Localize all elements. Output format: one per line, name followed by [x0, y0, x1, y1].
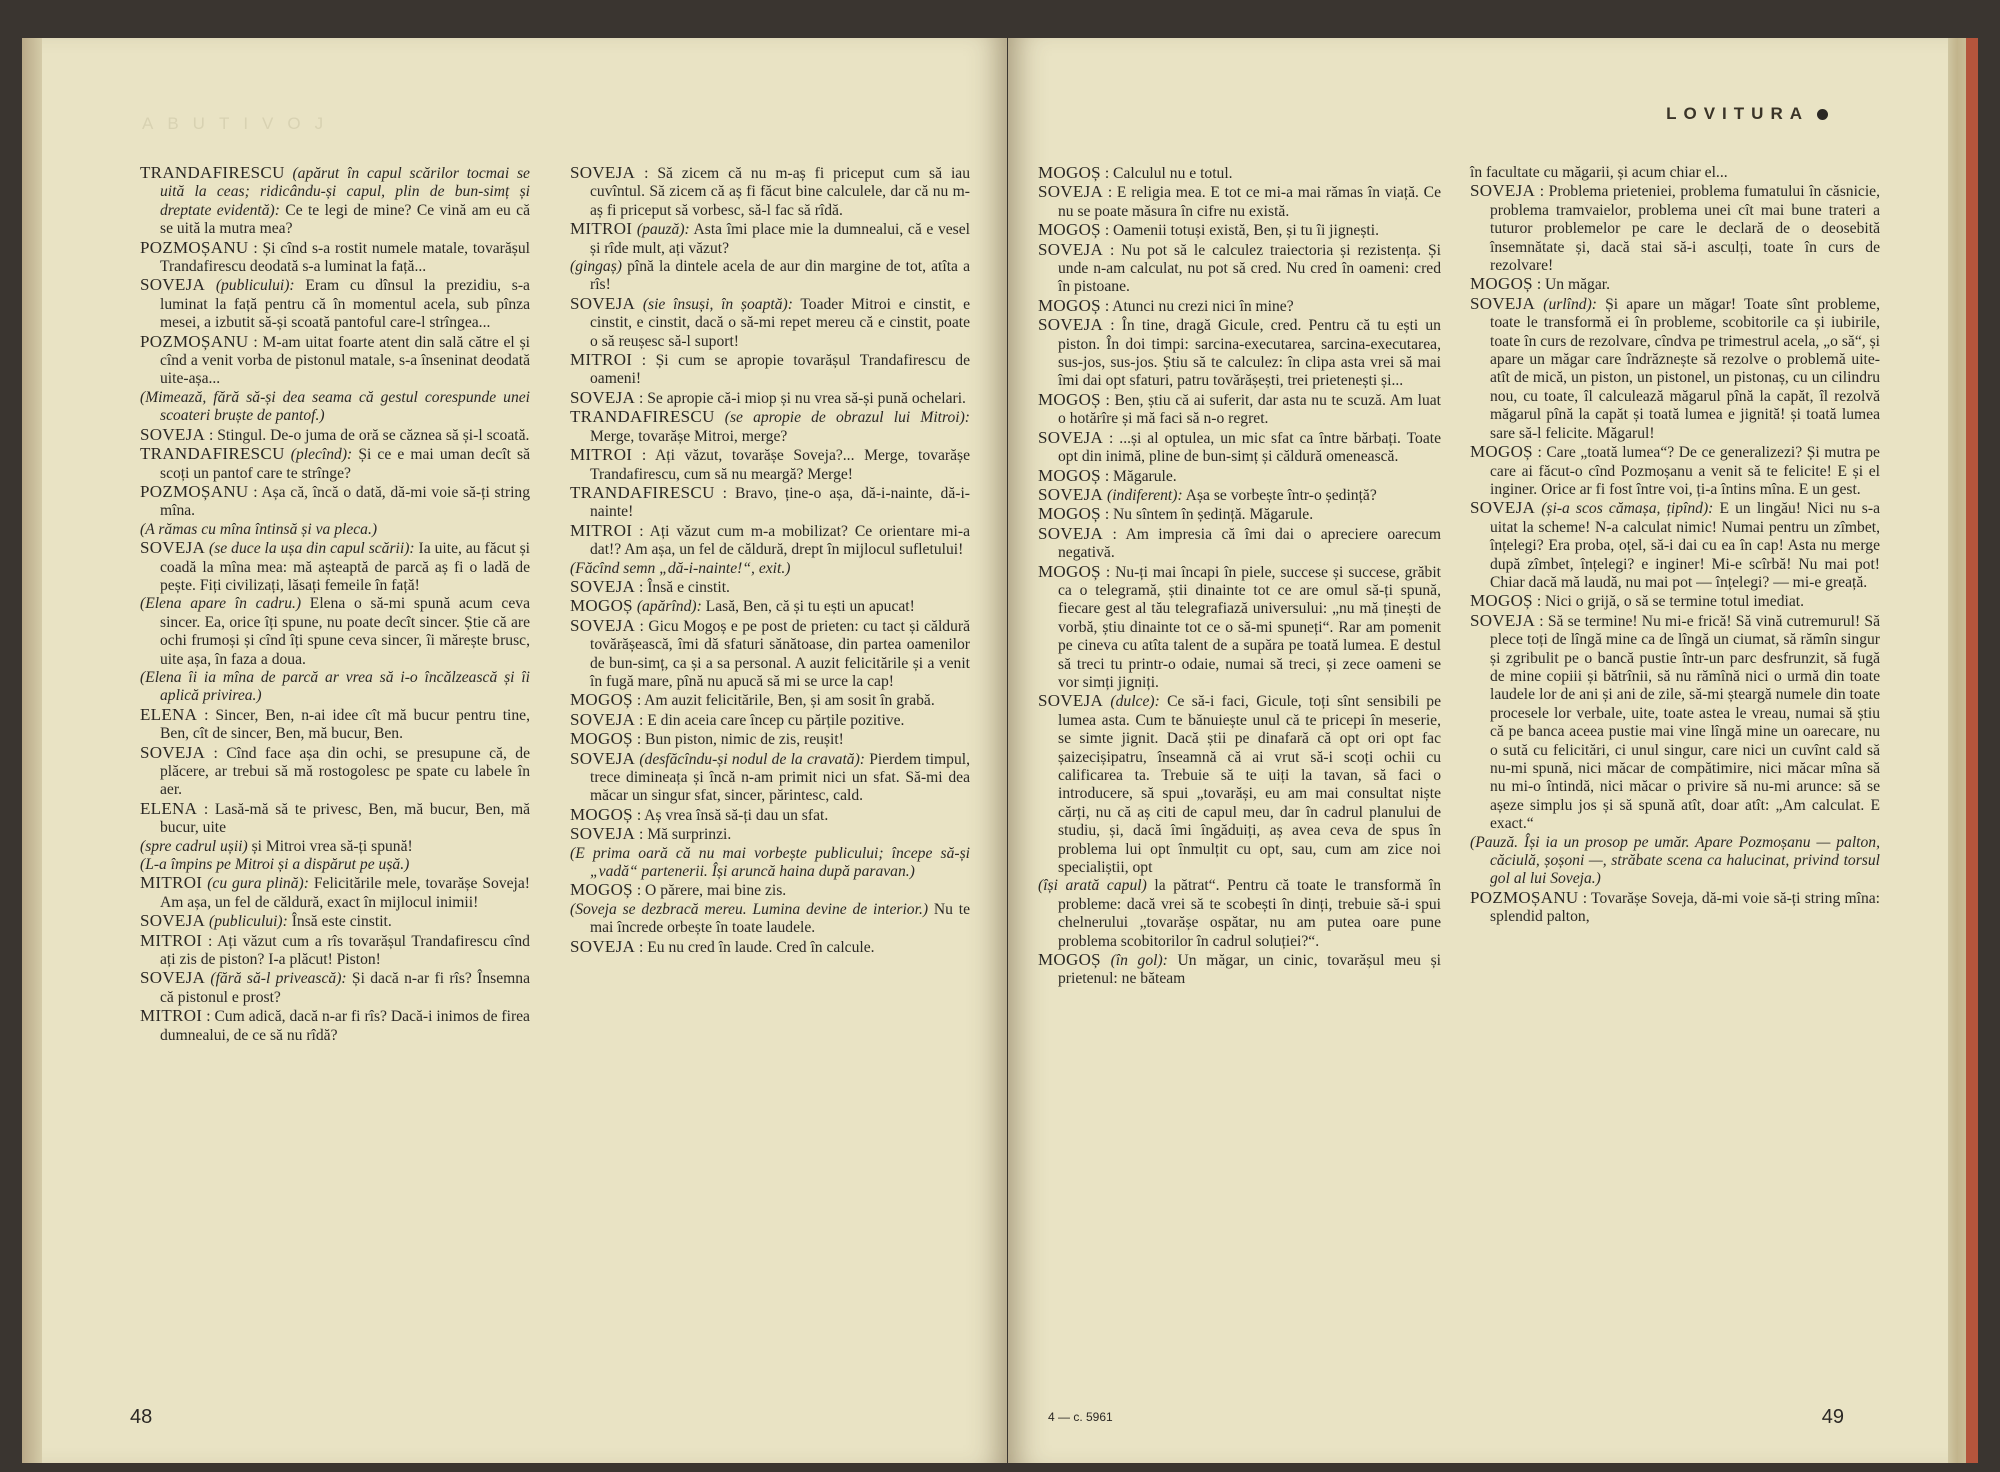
line-text: : Ați văzut, tovarășe Soveja?... Merge, tovarășe Trandafirescu, cum să nu meargă? Merge! — [590, 447, 971, 483]
speaker-name: SOVEJA — [140, 742, 206, 762]
dialogue-line — [140, 276, 530, 332]
dialogue-line — [570, 881, 970, 900]
speaker-name: MOGOȘ — [570, 729, 633, 749]
line-text: : Bravo, ține-o așa, dă-i-nainte, dă-i-nainte! — [590, 484, 970, 521]
dialogue-line — [1038, 164, 1441, 183]
speaker-name: SOVEJA — [570, 163, 636, 182]
line-text: Și ce e mai uman decît să scoți un pantof care te strînge? — [160, 446, 530, 482]
dialogue-line — [1470, 889, 1880, 927]
line-text: : Problema prieteniei, problema fumatului în căsnicie, problema tramvaielor, problema unei cît mai bune trateri a tuturor problemelor pe care le declară de o deosebită însemnătate și, dacă stai să-i asculți, toate în curs de rezolvare! — [1490, 183, 1880, 275]
speaker-name: POZMOȘANU — [1470, 887, 1579, 907]
line-text: : Nici o grijă, o să se termine totul imediat. — [1536, 593, 1805, 611]
dialogue-line — [140, 744, 530, 800]
speaker-name: MOGOȘ — [570, 804, 633, 824]
dialogue-line — [140, 912, 530, 931]
line-text: : Aș vrea însă să-ți dau un sfat. — [636, 806, 829, 824]
speaker-name: MOGOȘ — [570, 596, 633, 616]
line-text: : Și cînd s-a rostit numele matale, tovarășul Trandafirescu deodată s-a luminat la față... — [160, 239, 530, 276]
speaker-name: SOVEJA — [1470, 293, 1536, 313]
right-column-2 — [1470, 164, 1880, 927]
speaker-name: SOVEJA — [570, 387, 636, 407]
line-text: : Gicu Mogoș e pe post de prieten: cu tact și căldură tovărășească, îmi dă sfaturi sănătoase, din partea oamenilor de bun-simț, ca și a sa personal. A auzit felicitările și a venit în fugă mare, pînă nu apucă să mi se urce la cap! — [590, 617, 970, 690]
dialogue-line — [1470, 592, 1880, 611]
dialogue-line — [570, 825, 970, 844]
speaker-name: MOGOȘ — [1038, 950, 1101, 970]
line-text: : Am auzit felicitările, Ben, și am sosit în grabă. — [636, 692, 935, 710]
speaker-name: SOVEJA — [1038, 523, 1104, 543]
dialogue-line — [1038, 563, 1441, 693]
line-text: : Un măgar. — [1536, 276, 1610, 294]
dialogue-line — [140, 595, 530, 669]
line-text: Felicitările mele, tovarășe Soveja! Am așa, un fel de căldură, exact în mijlocul inimii! — [160, 875, 531, 911]
dialogue-line — [1470, 275, 1880, 294]
line-text: Ce te legi de mine? Ce vină am eu că se uită la mutra mea? — [160, 201, 530, 238]
dialogue-line — [570, 578, 970, 597]
line-text: : Cum adică, dacă n-ar fi rîs? Dacă-i inimos de firea dumnealui, de ce să nu rîdă? — [160, 1008, 530, 1044]
dialogue-line — [570, 351, 970, 389]
line-text: : Stingul. De-o juma de oră se căznea să și-l scoată. — [209, 426, 530, 444]
dialogue-line — [570, 901, 970, 938]
speaker-name: SOVEJA — [1470, 610, 1536, 630]
speaker-name: TRANDAFIRESCU — [570, 482, 715, 502]
stage-direction: (Făcînd semn „dă-i-nainte!“, exit.) — [570, 559, 791, 577]
speaker-name: SOVEJA — [140, 275, 206, 295]
line-text: Asta îmi place mie la dumnealui, că e vesel și rîde mult, ați văzut? — [590, 221, 970, 257]
book-edge-left — [22, 38, 42, 1463]
speaker-name: SOVEJA — [570, 748, 636, 768]
dialogue-line — [1038, 297, 1441, 316]
dialogue-line — [140, 521, 530, 539]
line-text: și Mitroi vrea să-ți spună! — [247, 837, 413, 855]
line-text: : O părere, mai bine zis. — [636, 882, 787, 900]
bleed-through-header: ABUTIVOJ — [142, 114, 338, 133]
speaker-name: MOGOȘ — [1470, 591, 1533, 611]
speaker-name: MOGOȘ — [570, 690, 633, 710]
dialogue-line — [570, 484, 970, 522]
line-text: Merge, tovarășe Mitroi, merge? — [590, 427, 788, 445]
line-text: : Se apropie că-i miop și nu vrea să-și pună ochelari. — [639, 389, 966, 407]
line-text: : Cînd face așa din ochi, se presupune că, de plăcere, ar trebui să mă rostogolesc pe spate cu labele în aer. — [160, 744, 530, 799]
line-text: : Nu-ți mai încapi în piele, succese și succese, grăbit ca o telegramă, știi dinainte tot ce are omul să-ți spună, fiecare gest al tău telegrafiază universului: „nu mă ținești de vorbă, știu dinainte tot ce o să-mi spuneți“. Rar am pomenit pe cineva cu atîta talent de a supăra pe toată lumea. E destul să treci tu printr-o odaie, numai să treci, și zece oameni se vor simți jigniți. — [1058, 563, 1442, 691]
dialogue-line — [1038, 429, 1441, 467]
dialogue-line — [570, 806, 970, 825]
dialogue-line — [1038, 951, 1441, 989]
line-text: Elena o să-mi spună acum ceva sincer. Ea, orice îți spune, nu poate decît sincer. Știe că are ochi frumoși și cînd îți spune ceva sincer, îi mărește brusc, uite așa, în faza a doua. — [160, 595, 530, 668]
dialogue-line — [570, 164, 970, 220]
stage-direction: (dulce): — [1110, 693, 1160, 711]
dialogue-line — [570, 750, 970, 806]
speaker-name: SOVEJA — [570, 936, 636, 956]
dialogue-line — [1038, 183, 1441, 221]
dialogue-line — [570, 711, 970, 730]
stage-direction: (își arată capul) — [1038, 877, 1147, 895]
line-text: : Să se termine! Nu mi-e frică! Să vină cutremurul! Să plece toți de lîngă mine ca de lîngă un ciumat, să rămîn singur și zgribulit pe o bancă pustie într-un parc desfrunzit, să fugă de mine copiii și bătrînii, să nu rămînă nici o urmă din toate laudele lor de ani și ani de zile, să-mi șteargă numele din toate procesele lor verbale, uite, toate astea le vreau, numai să știu că pe banca aceea pustie mai vine lîngă mine un oarecare, nu o sută cu felicitări, ci unul singur, care nici un cuvînt cald să nu-mi spună, nici măcar de compătimire, nici măcar mîna să nu mi-o întindă, nici măcar o privire să nu-mi arunce: să se așeze simplu jos și să spună atît, doar atît: „Am calculat. E exact.“ — [1490, 612, 1880, 833]
dialogue-line — [140, 800, 530, 838]
speaker-name: SOVEJA — [570, 576, 636, 596]
stage-direction: (L-a împins pe Mitroi și a dispărut pe ușă.) — [140, 856, 410, 874]
speaker-name: MOGOȘ — [1470, 442, 1533, 462]
stage-direction: (plecînd): — [290, 446, 353, 464]
line-text: Pierdem timpul, trece dimineața și încă n-am primit nici un sfat. Să-mi dea măcar un singur sfat, sincer, părintesc, cald. — [590, 750, 971, 805]
speaker-name: MOGOȘ — [1038, 561, 1101, 581]
line-text: : Bun piston, nimic de zis, reușit! — [636, 731, 844, 749]
speaker-name: TRANDAFIRESCU — [140, 163, 285, 182]
dialogue-line — [570, 938, 970, 957]
speaker-name: MITROI — [570, 219, 633, 239]
line-text: la pătrat“. Pentru că toate le transformă în probleme: dacă vrei să te scobești în dinți, trebuie să-i spui chelnerului „tovarășe ospătar, nu am putea oare pune problema scobitorilor în cadrul soluției?“. — [1058, 877, 1442, 950]
line-text: : Eu nu cred în laude. Cred în calcule. — [639, 938, 875, 956]
line-text: : Sincer, Ben, n-ai idee cît mă bucur pentru tine, Ben, cît de sincer, Ben, mă bucur, Ben. — [160, 706, 530, 743]
speaker-name: SOVEJA — [570, 709, 636, 729]
stage-direction: (Elena îi ia mîna de parcă ar vrea să i-o încălzească și îi aplică privirea.) — [140, 668, 530, 705]
speaker-name: SOVEJA — [1038, 239, 1104, 259]
speaker-name: MOGOȘ — [1038, 389, 1101, 409]
stage-direction: (fără să-l privească): — [210, 970, 347, 988]
stage-direction: (în gol): — [1110, 952, 1168, 970]
dialogue-line — [1038, 525, 1441, 563]
dialogue-line — [140, 932, 530, 970]
line-text: Eram cu dînsul la prezidiu, s-a luminat la față pentru că în momentul acela, sub pînza mesei, a izbutit să-și scoată pantoful care-l strîngea... — [160, 277, 530, 332]
dialogue-line — [1470, 182, 1880, 275]
stage-direction: (și-a scos cămașa, țipînd): — [1541, 500, 1714, 518]
dialogue-line — [140, 856, 530, 874]
dialogue-line — [570, 220, 970, 258]
line-text: : Care „toată lumea“? De ce generalizezi? Și mutra pe care ai făcut-o cînd Pozmoșanu a venit să te felicite! E și el inginer. Orice ar fi fost între voi, ți-a întins mîna. E un gest. — [1490, 444, 1880, 498]
dialogue-line — [140, 164, 530, 239]
line-text: : Mă surprinzi. — [639, 826, 732, 844]
stage-direction: (Pauză. Își ia un prosop pe umăr. Apare Pozmoșanu — palton, căciulă, șoșoni —, străbate scena ca halucinat, privind torsul gol al lui Soveja.) — [1470, 833, 1880, 888]
dialogue-line — [140, 426, 530, 445]
speaker-name: TRANDAFIRESCU — [140, 444, 285, 464]
right-page — [1008, 38, 1948, 1463]
dialogue-line — [140, 333, 530, 389]
dialogue-line — [140, 969, 530, 1007]
line-text: : ...și al optulea, un mic sfat ca între bărbați. Toate opt din inimă, pline de bun-simț și căldură omenească. — [1058, 429, 1441, 466]
line-text: : Nu pot să le calculez traiectoria și rezistența. Și unde n-am calculat, nu pot să cred. Nu cred în oameni: cred în pistoane. — [1058, 241, 1441, 296]
left-column-1 — [140, 164, 530, 1045]
stage-direction: (sie însuși, în șoaptă): — [642, 295, 793, 313]
line-text: Însă este cinstit. — [287, 913, 392, 931]
line-text: Nu te mai încrede orbește în toate laudele. — [590, 900, 971, 937]
speaker-name: MITROI — [140, 930, 203, 950]
running-header — [1666, 104, 1828, 124]
dialogue-line — [570, 389, 970, 408]
dialogue-line — [570, 446, 970, 484]
stage-direction: (indiferent): — [1107, 486, 1183, 504]
line-text: în facultate cu măgarii, și acum chiar el... — [1470, 164, 1728, 181]
bullet-icon — [1817, 109, 1828, 120]
speaker-name: SOVEJA — [1038, 315, 1104, 335]
speaker-name: TRANDAFIRESCU — [570, 407, 715, 427]
dialogue-line — [140, 706, 530, 744]
line-text: : Am impresia că îmi dai o apreciere oarecum negativă. — [1058, 525, 1441, 562]
line-text: Și apare un măgar! Toate sînt probleme, toate le transformă ei în probleme, scobitorile ca și iubirile, toate în curs de rezolvare, cîndva pe trimestrul acela, „o să“, și apare un măgar care îndrăznește să rezolve o problemă uite-atît de mică, un piston, un pistonel, un pistonaș, cu un cilindru nou, cu toate, îl calculează măgarul pînă la capăt, îl rezolvă măgarul pînă la capăt și toată lumea e jignită! și toată lumea sare să-l felicite. Măgarul! — [1490, 295, 1880, 442]
line-text: : Ați văzut cum a rîs tovarășul Trandafirescu cînd ați zis de piston? I-a plăcut! Piston! — [160, 932, 530, 969]
dialogue-line — [1470, 499, 1880, 592]
dialogue-line — [1038, 877, 1441, 951]
speaker-name: ELENA — [140, 798, 198, 818]
line-text: : Așa că, încă o dată, dă-mi voie să-ți string mîna. — [160, 483, 530, 520]
speaker-name: MOGOȘ — [1038, 163, 1101, 182]
dialogue-line — [570, 295, 970, 351]
line-text: Ia uite, au făcut și coadă la mîna mea: mă așteaptă de parcă aș fi o ladă de pește. Fiți civilizați, lăsați femeile în față! — [160, 540, 531, 594]
line-text: : Tovarășe Soveja, dă-mi voie să-ți string mîna: splendid palton, — [1490, 889, 1880, 926]
stage-direction: (publicului): — [215, 277, 295, 295]
dialogue-line — [140, 483, 530, 521]
dialogue-line — [140, 1007, 530, 1045]
signature-mark: 4 — c. 5961 — [1048, 1410, 1113, 1424]
speaker-name: MITROI — [570, 445, 633, 465]
dialogue-line — [1470, 443, 1880, 499]
speaker-name: MITROI — [570, 520, 633, 540]
stage-direction: (publicului): — [209, 913, 288, 931]
line-text: : Însă e cinstit. — [639, 578, 730, 596]
line-text: : Lasă-mă să te privesc, Ben, mă bucur, Ben, mă bucur, uite — [160, 800, 530, 837]
left-column-2 — [570, 164, 970, 957]
speaker-name: MOGOȘ — [570, 880, 633, 900]
dialogue-line — [1038, 486, 1441, 505]
dialogue-line — [570, 597, 970, 616]
line-text: Și dacă n-ar fi rîs? Însemna că pistonul e prost? — [160, 970, 530, 1006]
speaker-name: MOGOȘ — [1038, 504, 1101, 524]
line-text: : Măgarule. — [1104, 467, 1177, 485]
speaker-name: POZMOȘANU — [140, 331, 249, 351]
speaker-name: MITROI — [570, 350, 633, 370]
dialogue-line — [570, 691, 970, 710]
dialogue-line — [1038, 467, 1441, 486]
dialogue-line — [1470, 612, 1880, 834]
speaker-name: SOVEJA — [140, 911, 206, 931]
speaker-name: SOVEJA — [1038, 691, 1104, 711]
speaker-name: MOGOȘ — [1038, 295, 1101, 315]
line-text: E un lingău! Nici nu s-a uitat la scheme! N-a calculat nimic! Numai pentru un zîmbet, înțelegi? Era proba, oțel, să-i dai cu ea în cap! Asta nu merge după zîmbet, înțelegi? e inginer! Mi-e scîrbă! Nu mai pot! Chiar dacă mă laudă, nu mai pot — înțelegi? — mi-e greață. — [1490, 500, 1880, 591]
dialogue-line — [1038, 221, 1441, 240]
stage-direction: (gingaș) — [570, 258, 622, 276]
dialogue-line — [1038, 391, 1441, 429]
stage-direction: (urlînd): — [1543, 295, 1597, 313]
line-text: : Oamenii totuși există, Ben, și tu îi jignești. — [1104, 222, 1379, 240]
dialogue-line — [140, 874, 530, 912]
stage-direction: (desfăcîndu-și nodul de la cravată): — [639, 750, 865, 768]
speaker-name: MOGOȘ — [1038, 465, 1101, 485]
book-edge-right — [1948, 38, 1966, 1463]
stage-direction: (Elena apare în cadru.) — [140, 595, 302, 613]
book-cover-edge — [1966, 38, 1978, 1463]
line-text: Un măgar, un cinic, tovarășul meu și prietenul: ne băteam — [1058, 952, 1441, 988]
dialogue-line — [570, 845, 970, 882]
dialogue-line — [570, 560, 970, 578]
dialogue-line — [1038, 505, 1441, 524]
dialogue-line — [140, 539, 530, 595]
stage-direction: (spre cadrul ușii) — [140, 837, 248, 855]
stage-direction: (pauză): — [636, 221, 690, 239]
running-title: LOVITURA — [1666, 104, 1809, 123]
page-number: 48 — [130, 1406, 153, 1428]
left-page — [42, 38, 1007, 1463]
speaker-name: POZMOȘANU — [140, 481, 249, 501]
dialogue-line — [570, 408, 970, 446]
line-text: : M-am uitat foarte atent din sală către el și cînd a venit vorba de pistonul matale, s-a înseninat deodată uite-așa... — [160, 333, 530, 388]
line-text: : E religia mea. E tot ce mi-a mai rămas în viață. Ce nu se poate măsura în cifre nu există. — [1058, 184, 1441, 220]
speaker-name: MOGOȘ — [1038, 220, 1101, 240]
line-text: : În tine, dragă Gicule, cred. Pentru că tu ești un piston. În doi timpi: sarcina-executarea, sarcina-executarea, sus-jos, sus-jos. Știu să te calculez: în clipa asta vrei să mai îmi dai opt sfaturi, patru tovărășești, trei prietenești și... — [1058, 317, 1441, 390]
dialogue-line — [1038, 241, 1441, 297]
line-text: : Să zicem că nu m-aș fi priceput cum să iau cuvîntul. Să zicem că aș fi făcut bine calculele, dar că nu m-aș fi priceput să vorbesc, să-l fac să rîdă. — [590, 165, 971, 219]
speaker-name: SOVEJA — [1038, 484, 1104, 504]
stage-direction: (se apropie de obrazul lui Mitroi): — [724, 409, 970, 427]
dialogue-line — [1470, 834, 1880, 889]
dialogue-line — [140, 239, 530, 277]
stage-direction: (E prima oară că nu mai vorbește publicului; începe să-și „vadă“ partenerii. Își aruncă haina după paravan.) — [570, 844, 970, 881]
stage-direction: (se duce la ușa din capul scării): — [209, 540, 415, 558]
speaker-name: MITROI — [140, 1006, 203, 1026]
speaker-name: POZMOȘANU — [140, 237, 249, 257]
speaker-name: SOVEJA — [140, 538, 206, 558]
line-text: : Calculul nu e totul. — [1104, 165, 1233, 182]
stage-direction: (apărînd): — [636, 598, 702, 616]
speaker-name: SOVEJA — [570, 824, 636, 844]
dialogue-line — [140, 669, 530, 706]
speaker-name: MITROI — [140, 873, 203, 893]
dialogue-line — [570, 730, 970, 749]
dialogue-line — [140, 445, 530, 483]
line-text: Toader Mitroi e cinstit, e cinstit, e cinstit, dacă o să-mi repet mereu că e cinstit, poate o să reușesc să-l suport! — [590, 295, 970, 350]
stage-direction: (cu gura plină): — [207, 875, 309, 893]
speaker-name: ELENA — [140, 704, 198, 724]
speaker-name: SOVEJA — [140, 968, 206, 988]
dialogue-line — [140, 838, 530, 856]
speaker-name: SOVEJA — [1038, 427, 1104, 447]
line-text: : Ați văzut cum m-a mobilizat? Ce orientare mi-a dat!? Am așa, un fel de căldură, drept în mijlocul sufletului! — [590, 522, 970, 559]
right-column-1 — [1038, 164, 1441, 989]
line-text: : Nu sîntem în ședință. Măgarule. — [1104, 506, 1314, 524]
speaker-name: SOVEJA — [1470, 498, 1536, 518]
line-text: pînă la dintele acela de aur din margine de tot, atîta a rîs! — [590, 258, 970, 294]
line-text: : Atunci nu crezi nici în mine? — [1104, 297, 1294, 315]
speaker-name: SOVEJA — [570, 615, 636, 635]
stage-direction: (A rămas cu mîna întinsă și va pleca.) — [140, 520, 378, 538]
line-text: Ce să-i faci, Gicule, toți sînt sensibili pe lumea asta. Cum te bănuiește unul că te pricepi în meserie, se simte jignit. Dacă știi pe dinafară că opt ori opt fac șaizecișipatru, înseamnă că ai vrut să-i scoți ochii cu calificarea ta. Trebuie să te uiți la tavan, să faci o introducere, să spui „tovarăși, eu am mai consultat niște cărți, nu că aș citi de capul meu, dar în cadrul planului de studiu, și, dacă îmi îngăduiți, aș avea ceva de spus în problema lui opt înmulțit cu opt, sau, cum am zice noi specialiștii, opt — [1058, 693, 1441, 877]
dialogue-line — [570, 617, 970, 692]
line-text: : Ben, știu că ai suferit, dar asta nu te scuză. Am luat o hotărîre și mă faci să n-o regret. — [1058, 391, 1442, 428]
speaker-name: SOVEJA — [1470, 181, 1536, 201]
speaker-name: MOGOȘ — [1470, 274, 1533, 294]
dialogue-line — [570, 522, 970, 560]
line-text: : E din aceia care încep cu părțile pozitive. — [639, 711, 905, 729]
dialogue-line — [1470, 164, 1880, 182]
line-text: Lasă, Ben, că și tu ești un apucat! — [701, 598, 915, 616]
dialogue-line — [570, 258, 970, 295]
page-number: 49 — [1821, 1406, 1844, 1428]
dialogue-line — [1470, 295, 1880, 443]
speaker-name: SOVEJA — [140, 424, 206, 444]
stage-direction: (Mimează, fără să-și dea seama că gestul corespunde unei scoateri bruște de pantof.) — [140, 388, 530, 425]
stage-direction: (apărut în capul scărilor tocmai se uită la ceas; ridicându-și capul, plin de bun-simț și dreptate evidentă): — [160, 165, 530, 219]
dialogue-line — [1038, 316, 1441, 391]
stage-direction: (Soveja se dezbracă mereu. Lumina devine de interior.) — [570, 900, 929, 918]
line-text: Așa se vorbește într-o ședință? — [1182, 486, 1377, 504]
speaker-name: SOVEJA — [570, 293, 636, 313]
line-text: : Și cum se apropie tovarășul Trandafirescu de oameni! — [590, 352, 970, 388]
dialogue-line — [1038, 692, 1441, 877]
dialogue-line — [140, 389, 530, 426]
speaker-name: SOVEJA — [1038, 182, 1104, 202]
